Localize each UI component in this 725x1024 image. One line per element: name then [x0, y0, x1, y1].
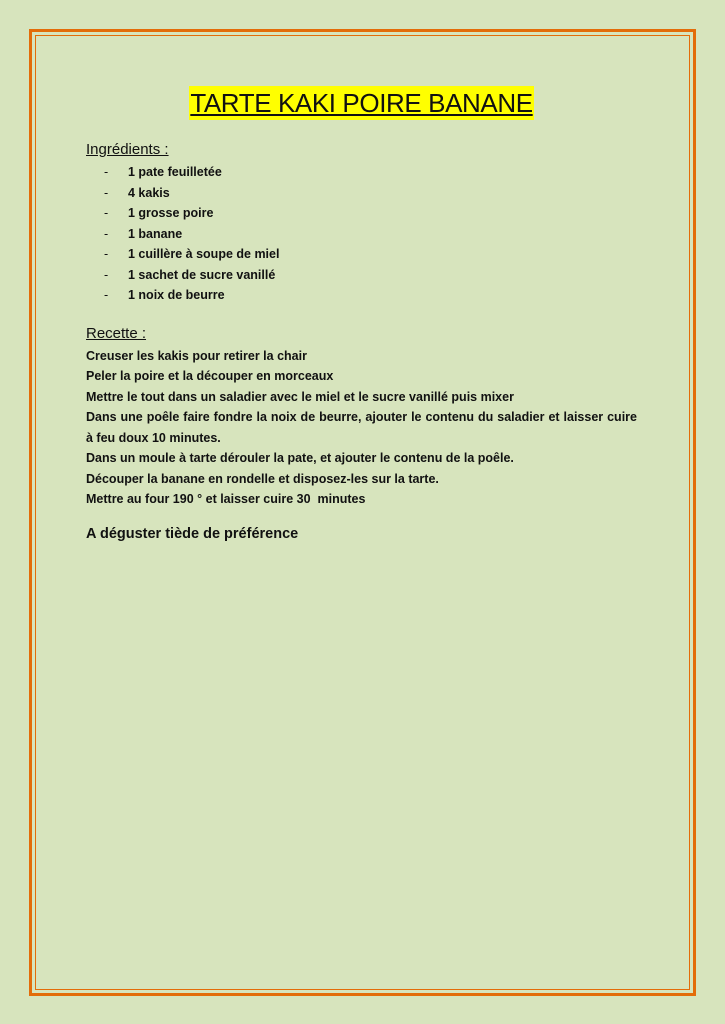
recipe-step: Creuser les kakis pour retirer la chair [86, 348, 307, 363]
ingredient-text: 1 banane [128, 226, 183, 241]
recipe-step: Dans un moule à tarte dérouler la pate, et ajouter le contenu de la poêle. [86, 451, 514, 465]
list-item [104, 162, 637, 183]
recipe-step: Dans une poêle faire fondre la noix de beurre, ajouter le contenu du saladier et laisser cuire à feu doux 10 minutes. [86, 410, 637, 445]
recipe-steps [86, 346, 637, 510]
title-block [86, 86, 637, 120]
list-item [104, 285, 637, 306]
list-item [104, 224, 637, 245]
bullet-dash: - [104, 185, 109, 200]
list-item [104, 244, 637, 265]
recipe-step: Mettre le tout dans un saladier avec le miel et le sucre vanillé puis mixer [86, 389, 514, 404]
bullet-dash: - [104, 226, 109, 241]
ingredient-text: 1 sachet de sucre vanillé [128, 267, 276, 282]
bullet-dash: - [104, 165, 109, 179]
ingredient-text: 1 grosse poire [128, 206, 214, 220]
ingredient-text: 1 noix de beurre [128, 288, 225, 302]
recipe-step: Découper la banane en rondelle et disposez-les sur la tarte. [86, 471, 439, 486]
closing-note: A déguster tiède de préférence [86, 525, 299, 542]
ingredient-text: 1 cuillère à soupe de miel [128, 247, 280, 261]
ingredient-text: 4 kakis [128, 185, 170, 200]
list-item [104, 203, 637, 224]
page-title: TARTE KAKI POIRE BANANE [190, 88, 533, 118]
bullet-dash: - [104, 267, 109, 282]
recipe-heading: Recette : [86, 324, 147, 342]
ingredients-list [86, 162, 637, 306]
recipe-step: Mettre au four 190 ° et laisser cuire 30 minutes [86, 492, 366, 506]
recipe-step: Peler la poire et la découper en morceaux [86, 369, 334, 383]
list-item [104, 183, 637, 204]
bullet-dash: - [104, 288, 109, 302]
document-body [86, 86, 637, 544]
ingredients-heading: Ingrédients : [86, 141, 169, 158]
bullet-dash: - [104, 247, 109, 261]
bullet-dash: - [104, 206, 109, 220]
list-item [104, 265, 637, 286]
ingredient-text: 1 pate feuilletée [128, 165, 222, 179]
